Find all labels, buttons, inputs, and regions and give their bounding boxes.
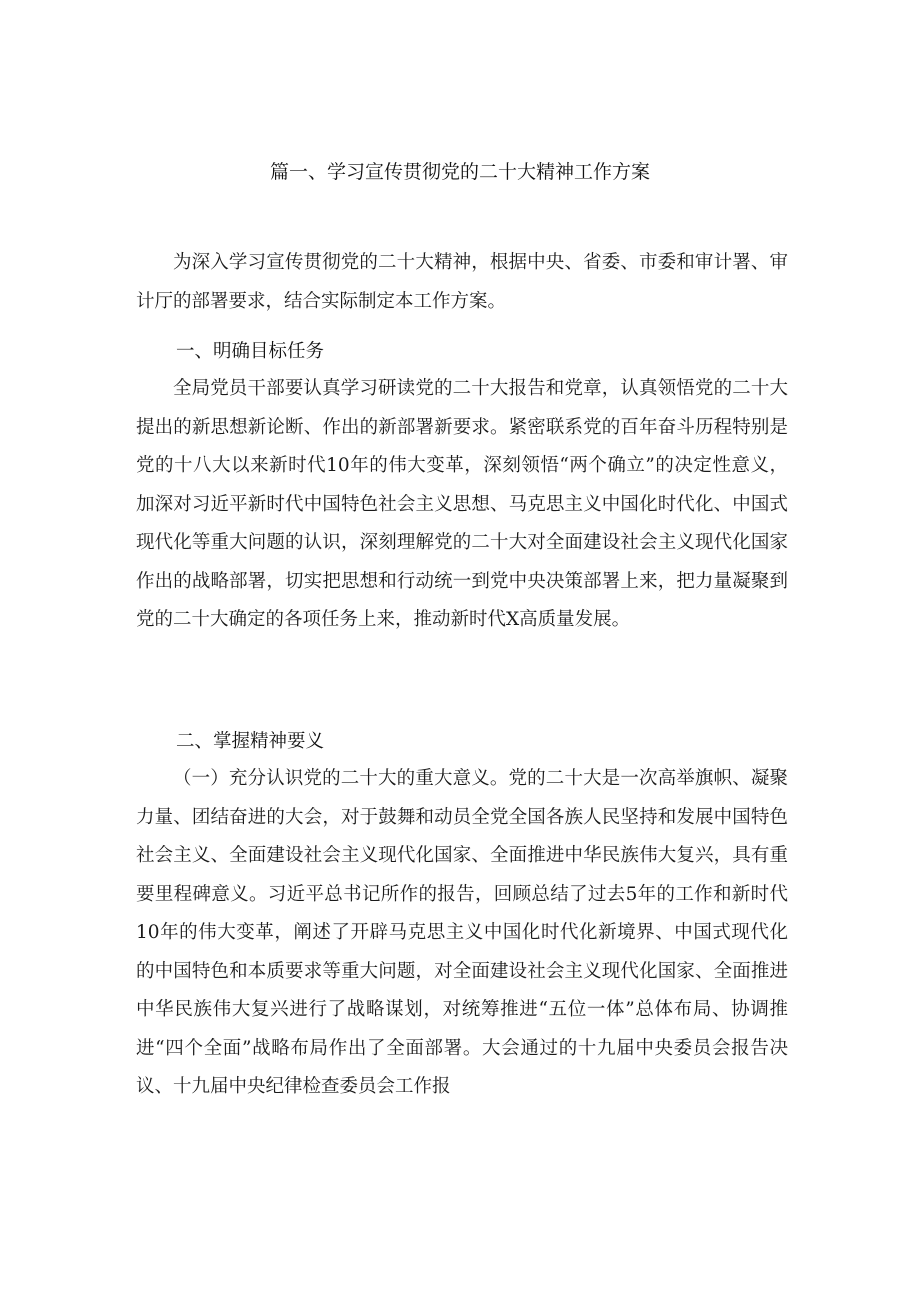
section-heading-2: 二、掌握精神要义 — [176, 731, 325, 752]
section-heading-1: 一、明确目标任务 — [176, 341, 325, 362]
intro-paragraph: 为深入学习宣传贯彻党的二十大精神，根据中央、省委、市委和审计署、审计厅的部署要求，结合实际制定本工作方案。 — [136, 252, 788, 312]
section-paragraph-1: 全局党员干部要认真学习研读党的二十大报告和党章，认真领悟党的二十大提出的新思想新论断、作出的新部署新要求。紧密联系党的百年奋斗历程特别是党的十八大以来新时代10年的伟大变革，深刻领悟“两个确立”的决定性意义，加深对习近平新时代中国特色社会主义思想、马克思主义中国化时代化、中国式现代化等重大问题的认识，深刻理解党的二十大对全面建设社会主义现代化国家作出的战略部署，切实把思想和行动统一到党中央决策部署上来，把力量凝聚到党的二十大确定的各项任务上来，推动新时代X高质量发展。 — [136, 378, 788, 630]
section-paragraph-2: （一）充分认识党的二十大的重大意义。党的二十大是一次高举旗帜、凝聚力量、团结奋进的大会，对于鼓舞和动员全党全国各族人民坚持和发展中国特色社会主义、全面建设社会主义现代化国家、全面推进中华民族伟大复兴，具有重要里程碑意义。习近平总书记所作的报告，回顾总结了过去5年的工作和新时代10年的伟大变革，阐述了开辟马克思主义中国化时代化新境界、中国式现代化的中国特色和本质要求等重大问题，对全面建设社会主义现代化国家、全面推进中华民族伟大复兴进行了战略谋划，对统筹推进“五位一体”总体布局、协调推进“四个全面”战略布局作出了全面部署。大会通过的十九届中央委员会报告决议、十九届中央纪律检查委员会工作报 — [136, 768, 788, 1097]
document-title: 篇一、学习宣传贯彻党的二十大精神工作方案 — [269, 161, 650, 183]
